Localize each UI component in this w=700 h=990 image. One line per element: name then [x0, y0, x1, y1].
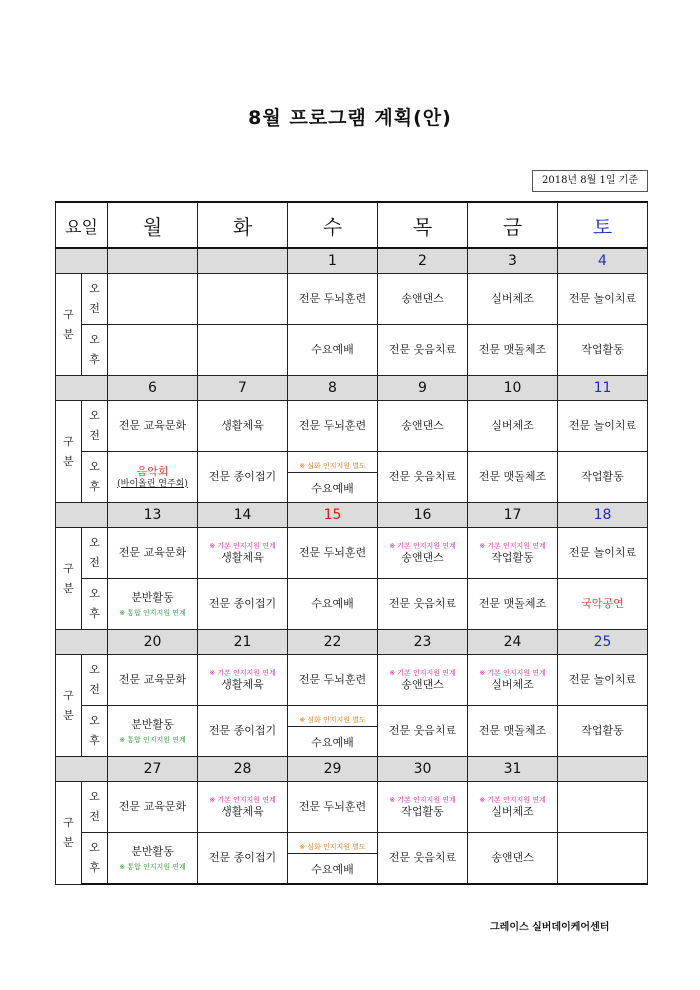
activity-cell-split — [288, 833, 378, 885]
week-1-dates — [56, 248, 648, 274]
week-3-dates — [56, 503, 648, 528]
activity: 수요예배 — [311, 735, 354, 749]
page-title: 8월 프로그램 계획(안) — [248, 107, 452, 129]
activity: 전문 웃음치료 — [388, 470, 457, 483]
activity-cell — [378, 579, 468, 630]
activity-cell — [288, 579, 378, 630]
day-mon: 월 — [108, 202, 198, 248]
am-label: 오 전 — [82, 782, 108, 833]
date-cell — [108, 248, 198, 274]
date-cell: 3 — [468, 248, 558, 274]
date-cell: 14 — [198, 503, 288, 528]
date-cell: 28 — [198, 757, 288, 782]
activity-cell — [468, 528, 558, 579]
pm-label: 오 후 — [82, 325, 108, 376]
activity: 전문 맷돌체조 — [478, 597, 547, 610]
date-cell: 20 — [108, 630, 198, 655]
basic-note: ※ 기본 인지지원 연계 — [389, 541, 456, 550]
activity: 생활체육 — [221, 804, 264, 818]
basic-note: ※ 기본 인지지원 연계 — [209, 541, 276, 550]
activity: 전문 종이접기 — [208, 724, 277, 737]
activity-cell — [558, 706, 648, 757]
activity: 전문 두뇌훈련 — [298, 419, 367, 432]
week-2-dates — [56, 376, 648, 401]
activity: 송앤댄스 — [491, 851, 534, 864]
activity-cell — [198, 655, 288, 706]
date-cell: 23 — [378, 630, 468, 655]
week-3-pm — [56, 579, 648, 630]
activity: 전문 종이접기 — [208, 470, 277, 483]
date-cell: 27 — [108, 757, 198, 782]
date-cell: 1 — [288, 248, 378, 274]
activity-cell — [198, 528, 288, 579]
activity: 전문 두뇌훈련 — [298, 292, 367, 305]
gubun-label: 구 분 — [56, 655, 82, 757]
activity-cell — [468, 833, 558, 885]
weekday-header-row — [56, 202, 648, 248]
activity-cell — [198, 579, 288, 630]
date-cell-sat — [558, 757, 648, 782]
gubun-label: 구 분 — [56, 274, 82, 376]
activity-cell — [108, 782, 198, 833]
activity: 전문 맷돌체조 — [478, 343, 547, 356]
activity-cell — [198, 706, 288, 757]
activity: 작업활동 — [581, 343, 624, 356]
activity-cell — [108, 655, 198, 706]
pm-label: 오 후 — [82, 452, 108, 503]
activity-cell — [108, 452, 198, 503]
activity: 전문 교육문화 — [118, 546, 187, 559]
gubun-label: 구 분 — [56, 528, 82, 630]
activity: 수요예배 — [311, 862, 354, 876]
basic-note: ※ 기본 인지지원 연계 — [389, 795, 456, 804]
activity: 전문 두뇌훈련 — [298, 800, 367, 813]
activity-cell — [288, 274, 378, 325]
activity-cell — [558, 452, 648, 503]
basic-note: ※ 기본 인지지원 연계 — [209, 795, 276, 804]
activity: 생활체육 — [221, 677, 264, 691]
date-cell: 10 — [468, 376, 558, 401]
am-label: 오 전 — [82, 401, 108, 452]
activity-cell-split — [288, 706, 378, 757]
activity-cell — [468, 706, 558, 757]
activity-cell — [378, 452, 468, 503]
as-of-date: 2018년 8월 1일 기준 — [532, 170, 648, 192]
date-spacer — [56, 757, 108, 782]
date-cell: 22 — [288, 630, 378, 655]
activity: 전문 두뇌훈련 — [298, 546, 367, 559]
activity: 생활체육 — [221, 550, 264, 564]
deep-note: ※ 심화 인지지원 별도 — [299, 716, 366, 724]
activity: 분반활동 — [131, 844, 174, 858]
activity-cell — [108, 706, 198, 757]
date-cell: 9 — [378, 376, 468, 401]
date-spacer — [56, 630, 108, 655]
basic-note: ※ 기본 인지지원 연계 — [209, 668, 276, 677]
activity-cell — [378, 325, 468, 376]
yoil-header: 요일 — [56, 202, 108, 248]
date-spacer — [56, 503, 108, 528]
center-name: 그레이스 실버데이케어센터 — [490, 922, 610, 933]
activity-cell — [198, 833, 288, 885]
activity: 수요예배 — [311, 343, 354, 356]
activity: 전문 놀이치료 — [568, 546, 637, 559]
week-1-am — [56, 274, 648, 325]
activity: 실버체조 — [491, 419, 534, 432]
activity-cell — [558, 274, 648, 325]
activity: 송앤댄스 — [401, 677, 444, 691]
activity-cell — [378, 401, 468, 452]
activity-cell — [378, 706, 468, 757]
activity-cell — [468, 655, 558, 706]
activity: 작업활동 — [581, 470, 624, 483]
week-4-dates — [56, 630, 648, 655]
activity-cell — [288, 655, 378, 706]
date-cell — [198, 248, 288, 274]
activity-gukak: 국악공연 — [581, 597, 624, 610]
concert-subtitle: (바이올린 연주회) — [117, 478, 188, 489]
activity: 전문 놀이치료 — [568, 673, 637, 686]
activity-cell — [558, 325, 648, 376]
activity: 전문 두뇌훈련 — [298, 673, 367, 686]
activity-cell-split — [288, 452, 378, 503]
activity: 전문 맷돌체조 — [478, 724, 547, 737]
activity-cell — [108, 579, 198, 630]
date-cell-holiday: 15 — [288, 503, 378, 528]
activity-cell — [468, 452, 558, 503]
activity: 전문 교육문화 — [118, 419, 187, 432]
activity-cell — [288, 325, 378, 376]
combined-note: ※ 통합 인지지원 연계 — [119, 735, 186, 744]
gubun-label: 구 분 — [56, 401, 82, 503]
activity-cell — [198, 452, 288, 503]
activity-cell — [468, 401, 558, 452]
activity-cell — [198, 274, 288, 325]
activity-cell — [108, 401, 198, 452]
week-2-am — [56, 401, 648, 452]
pm-label: 오 후 — [82, 579, 108, 630]
day-tue: 화 — [198, 202, 288, 248]
activity: 전문 놀이치료 — [568, 419, 637, 432]
activity-cell — [468, 325, 558, 376]
activity-cell — [468, 579, 558, 630]
activity: 실버체조 — [491, 804, 534, 818]
activity: 전문 교육문화 — [118, 673, 187, 686]
day-sat: 토 — [558, 202, 648, 248]
day-thu: 목 — [378, 202, 468, 248]
week-4-pm — [56, 706, 648, 757]
week-5-pm — [56, 833, 648, 885]
basic-note: ※ 기본 인지지원 연계 — [479, 795, 546, 804]
date-cell-sat: 18 — [558, 503, 648, 528]
am-label: 오 전 — [82, 655, 108, 706]
activity-cell — [558, 655, 648, 706]
date-cell-sat: 11 — [558, 376, 648, 401]
activity-cell — [108, 528, 198, 579]
activity: 송앤댄스 — [401, 419, 444, 432]
date-cell-sat: 25 — [558, 630, 648, 655]
activity: 전문 웃음치료 — [388, 851, 457, 864]
activity-cell — [288, 401, 378, 452]
activity: 전문 웃음치료 — [388, 343, 457, 356]
date-cell: 17 — [468, 503, 558, 528]
deep-note: ※ 심화 인지지원 별도 — [299, 462, 366, 470]
activity-cell — [198, 782, 288, 833]
activity: 전문 맷돌체조 — [478, 470, 547, 483]
program-calendar — [55, 201, 648, 885]
activity-cell — [378, 782, 468, 833]
activity-cell — [558, 782, 648, 833]
activity: 송앤댄스 — [401, 550, 444, 564]
activity-cell — [288, 782, 378, 833]
activity: 작업활동 — [491, 550, 534, 564]
date-cell: 29 — [288, 757, 378, 782]
activity: 분반활동 — [131, 717, 174, 731]
activity-cell — [108, 274, 198, 325]
activity: 작업활동 — [581, 724, 624, 737]
date-cell: 7 — [198, 376, 288, 401]
activity: 송앤댄스 — [401, 292, 444, 305]
activity: 수요예배 — [311, 597, 354, 610]
concert-title: 음악회 — [136, 464, 169, 478]
date-cell: 6 — [108, 376, 198, 401]
activity-cell — [558, 401, 648, 452]
activity: 전문 웃음치료 — [388, 597, 457, 610]
day-fri: 금 — [468, 202, 558, 248]
week-4-am — [56, 655, 648, 706]
activity-cell — [198, 325, 288, 376]
activity-cell — [468, 274, 558, 325]
activity-cell — [558, 579, 648, 630]
activity-cell — [288, 528, 378, 579]
am-label: 오 전 — [82, 274, 108, 325]
activity: 전문 종이접기 — [208, 597, 277, 610]
activity: 분반활동 — [131, 590, 174, 604]
activity: 수요예배 — [311, 481, 354, 495]
basic-note: ※ 기본 인지지원 연계 — [389, 668, 456, 677]
activity-cell — [378, 833, 468, 885]
basic-note: ※ 기본 인지지원 연계 — [479, 541, 546, 550]
activity: 전문 웃음치료 — [388, 724, 457, 737]
date-cell: 21 — [198, 630, 288, 655]
activity-cell — [558, 833, 648, 885]
date-spacer — [56, 248, 108, 274]
date-cell: 31 — [468, 757, 558, 782]
date-cell: 30 — [378, 757, 468, 782]
gubun-label: 구 분 — [56, 782, 82, 885]
activity-cell — [108, 833, 198, 885]
week-5-am — [56, 782, 648, 833]
day-wed: 수 — [288, 202, 378, 248]
activity: 생활체육 — [221, 419, 264, 432]
activity: 실버체조 — [491, 292, 534, 305]
activity-cell — [378, 528, 468, 579]
pm-label: 오 후 — [82, 833, 108, 885]
activity-cell — [378, 274, 468, 325]
deep-note: ※ 심화 인지지원 별도 — [299, 843, 366, 851]
week-1-pm — [56, 325, 648, 376]
week-2-pm — [56, 452, 648, 503]
activity-cell — [468, 782, 558, 833]
activity-cell — [198, 401, 288, 452]
week-5-dates — [56, 757, 648, 782]
basic-note: ※ 기본 인지지원 연계 — [479, 668, 546, 677]
date-cell: 24 — [468, 630, 558, 655]
week-3-am — [56, 528, 648, 579]
combined-note: ※ 통합 인지지원 연계 — [119, 608, 186, 617]
date-cell: 16 — [378, 503, 468, 528]
activity: 전문 놀이치료 — [568, 292, 637, 305]
pm-label: 오 후 — [82, 706, 108, 757]
date-spacer — [56, 376, 108, 401]
activity: 전문 종이접기 — [208, 851, 277, 864]
activity: 실버체조 — [491, 677, 534, 691]
date-cell: 8 — [288, 376, 378, 401]
activity-cell — [378, 655, 468, 706]
am-label: 오 전 — [82, 528, 108, 579]
date-cell: 2 — [378, 248, 468, 274]
activity-cell — [558, 528, 648, 579]
activity-cell — [108, 325, 198, 376]
combined-note: ※ 통합 인지지원 연계 — [119, 862, 186, 871]
date-cell-sat: 4 — [558, 248, 648, 274]
date-cell: 13 — [108, 503, 198, 528]
activity: 전문 교육문화 — [118, 800, 187, 813]
activity: 작업활동 — [401, 804, 444, 818]
